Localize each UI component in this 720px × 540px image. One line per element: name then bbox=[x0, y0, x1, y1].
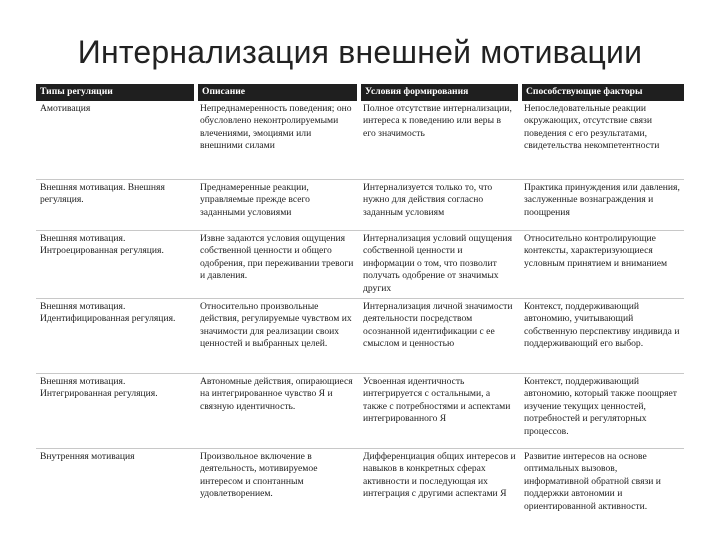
description-cell: Извне задаются условия ощущения собственной ценности и общего одобрения, при переживании тревоги и давления. bbox=[196, 230, 359, 298]
conditions-cell: Дифференциация общих интересов и навыков в конкретных сферах активности и последующая их интеграция с другими аспектами Я bbox=[363, 450, 516, 500]
conditions-cell: Усвоенная идентичность интегрируется с остальными, а также с потребностями и аспектами интегрированного Я bbox=[359, 373, 520, 448]
regulation-type-cell: Внешняя мотивация. Интегрированная регуляция. bbox=[36, 373, 196, 448]
slide-title: Интернализация внешней мотивации bbox=[77, 34, 643, 70]
regulation-type-cell: Внешняя мотивация. Интроецированная регуляция. bbox=[36, 230, 196, 298]
table-row bbox=[36, 179, 684, 230]
regulation-type-cell: Амотивация bbox=[36, 101, 196, 180]
description-cell: Автономные действия, опирающиеся на интегрированное чувство Я и связную идентичность. bbox=[196, 373, 359, 448]
factors-cell: Контекст, поддерживающий автономию, учитывающий собственную перспективу индивида и поддерживающий его выбор. bbox=[520, 298, 684, 373]
header-cell-formation-conditions: Условия формирования bbox=[359, 84, 520, 101]
factors-cell: Контекст, поддерживающий автономию, который также поощряет изучение текущих ценностей, потребностей и регуляторных процессов. bbox=[520, 373, 684, 448]
description-cell: Непреднамеренность поведения; оно обусловлено неконтролируемыми влечениями, эмоциями или внешними силами bbox=[196, 101, 359, 180]
header-cell-description: Описание bbox=[196, 84, 359, 101]
factors-cell: Практика принуждения или давления, заслуженные вознаграждения и поощрения bbox=[520, 179, 684, 230]
factors-cell: Непоследовательные реакции окружающих, отсутствие связи поведения с его результатами, свидетельства некомпетентности bbox=[520, 101, 684, 180]
description-cell: Произвольное включение в деятельность, мотивируемое интересом и спонтанным удовлетворением. bbox=[200, 450, 318, 500]
table-row bbox=[36, 230, 684, 298]
factors-cell: Развитие интересов на основе оптимальных вызовов, информативной обратной связи и поддержки автономии и ориентированной активности. bbox=[524, 450, 661, 512]
regulation-type-cell: Внутренняя мотивация bbox=[40, 450, 135, 462]
table-row bbox=[36, 298, 684, 373]
regulation-table bbox=[36, 84, 684, 516]
table-header-row bbox=[36, 84, 684, 101]
header-cell-contributing-factors: Способствующие факторы bbox=[520, 84, 684, 101]
conditions-cell: Полное отсутствие интернализации, интереса к поведению или веры в его значимость bbox=[359, 101, 520, 180]
table-row bbox=[36, 373, 684, 448]
factors-cell: Относительно контролирующие контексты, характеризующиеся условным принятием и вниманием bbox=[520, 230, 684, 298]
conditions-cell: Интернализация условий ощущения собственной ценности и информации о том, что позволит получать одобрение от значимых других bbox=[359, 230, 520, 298]
regulation-type-cell: Внешняя мотивация. Внешняя регуляция. bbox=[36, 179, 196, 230]
header-cell-regulation-types: Типы регуляции bbox=[36, 84, 196, 101]
description-cell: Преднамеренные реакции, управляемые прежде всего заданными условиями bbox=[196, 179, 359, 230]
conditions-cell: Интернализация личной значимости деятельности посредством осознанной идентификации с ее смыслом и ценностью bbox=[359, 298, 520, 373]
table-row bbox=[36, 101, 684, 180]
regulation-type-cell: Внешняя мотивация. Идентифицированная регуляция. bbox=[36, 298, 196, 373]
table-row bbox=[36, 448, 684, 515]
conditions-cell: Интернализуется только то, что нужно для действия согласно заданным условиям bbox=[359, 179, 520, 230]
description-cell: Относительно произвольные действия, регулируемые чувством их значимости для реализации своих ценностей и выбранных целей. bbox=[196, 298, 359, 373]
